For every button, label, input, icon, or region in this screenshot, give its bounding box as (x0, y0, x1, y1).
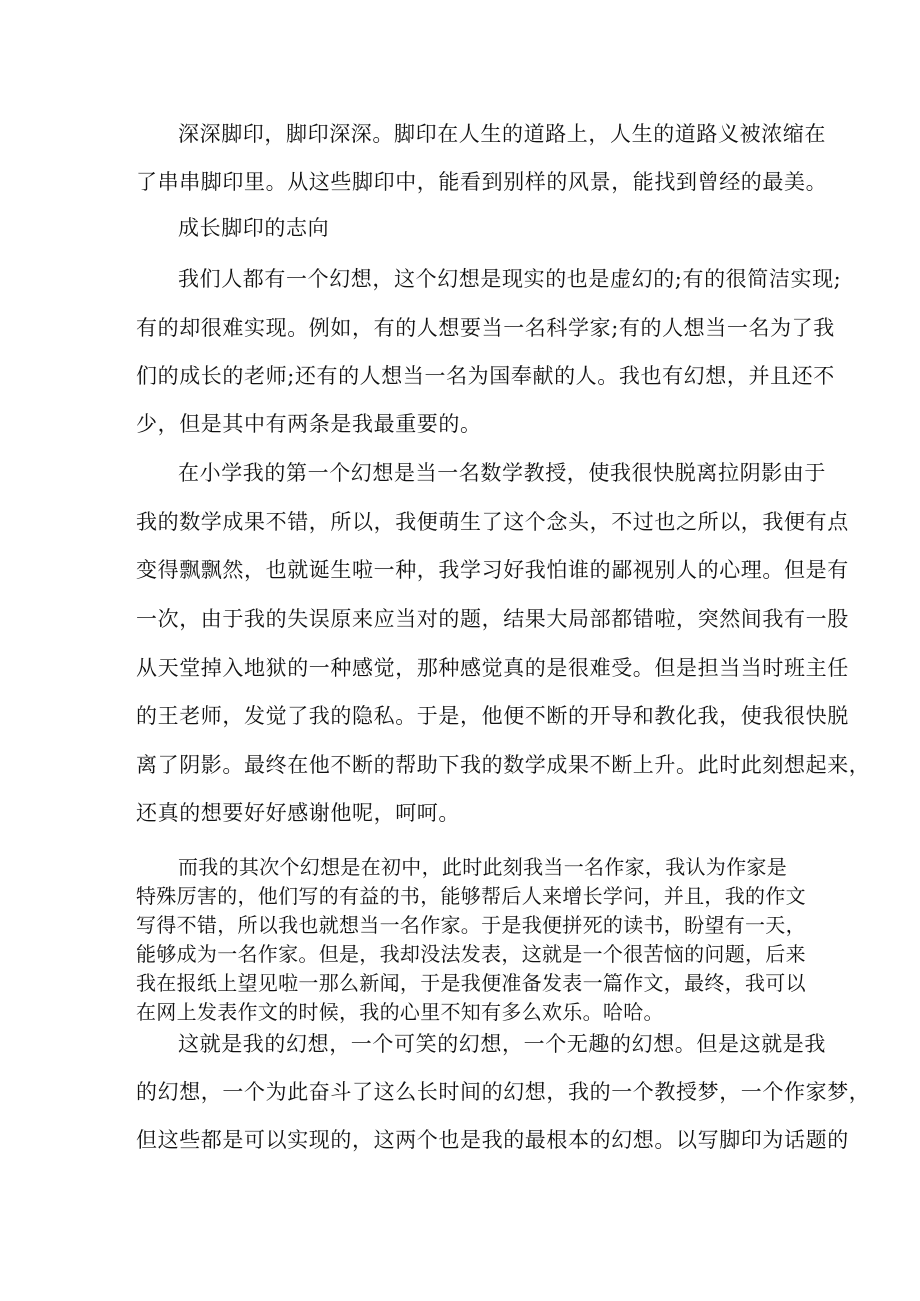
paragraph-5-line-6: 在网上发表作文的时候，我的心里不知有多么欢乐。哈哈。 (136, 1000, 664, 1024)
paragraph-3-line-1: 我们人都有一个幻想，这个幻想是现实的也是虚幻的;有的很简洁实现; (178, 267, 842, 291)
paragraph-5-line-2: 特殊厉害的，他们写的有益的书，能够帮后人来增长学问，并且，我的作文 (136, 884, 806, 908)
paragraph-4-line-5: 从天堂掉入地狱的一种感觉，那种感觉真的是很难受。但是担当当时班主任 (136, 656, 849, 680)
paragraph-5-line-1: 而我的其次个幻想是在初中，此时此刻我当一名作家，我认为作家是 (178, 855, 787, 879)
paragraph-5-line-3: 写得不错，所以我也就想当一名作家。于是我便拼死的读书，盼望有一天， (136, 913, 806, 937)
paragraph-1-line-1: 深深脚印，脚印深深。脚印在人生的道路上，人生的道路义被浓缩在 (178, 122, 826, 146)
paragraph-4-line-8: 还真的想要好好感谢他呢，呵呵。 (136, 801, 460, 825)
paragraph-5-line-4: 能够成为一名作家。但是，我却没法发表，这就是一个很苦恼的问题，后来 (136, 942, 806, 966)
paragraph-3-line-4: 少，但是其中有两条是我最重要的。 (136, 412, 482, 436)
paragraph-4-line-4: 一次，由于我的失误原来应当对的题，结果大局部都错啦，突然间我有一股 (136, 607, 849, 631)
paragraph-1-line-2: 了串串脚印里。从这些脚印中，能看到别样的风景，能找到曾经的最美。 (136, 170, 828, 194)
paragraph-3-line-3: 们的成长的老师;还有的人想当一名为国奉献的人。我也有幻想，并且还不 (136, 364, 835, 388)
paragraph-4-line-6: 的王老师，发觉了我的隐私。于是，他便不断的开导和教化我，使我很快脱 (136, 704, 849, 728)
paragraph-4-line-2: 我的数学成果不错，所以，我便萌生了这个念头，不过也之所以，我便有点 (136, 510, 849, 534)
paragraph-5-line-5: 我在报纸上望见啦一那么新闻，于是我便准备发表一篇作文，最终，我可以 (136, 971, 806, 995)
section-heading: 成长脚印的志向 (178, 216, 330, 240)
paragraph-6-line-1: 这就是我的幻想，一个可笑的幻想，一个无趣的幻想。但是这就是我 (178, 1032, 826, 1056)
paragraph-4-line-1: 在小学我的第一个幻想是当一名数学教授，使我很快脱离拉阴影由于 (178, 461, 826, 485)
paragraph-4-line-7: 离了阴影。最终在他不断的帮助下我的数学成果不断上升。此时此刻想起来， (136, 753, 871, 777)
paragraph-6-line-2: 的幻想，一个为此奋斗了这么长时间的幻想，我的一个教授梦，一个作家梦， (136, 1080, 871, 1104)
paragraph-6-line-3: 但这些都是可以实现的，这两个也是我的最根本的幻想。以写脚印为话题的 (136, 1128, 849, 1152)
paragraph-4-line-3: 变得飘飘然，也就诞生啦一种，我学习好我怕谁的鄙视别人的心理。但是有 (136, 558, 849, 582)
paragraph-3-line-2: 有的却很难实现。例如，有的人想要当一名科学家;有的人想当一名为了我 (136, 316, 835, 340)
